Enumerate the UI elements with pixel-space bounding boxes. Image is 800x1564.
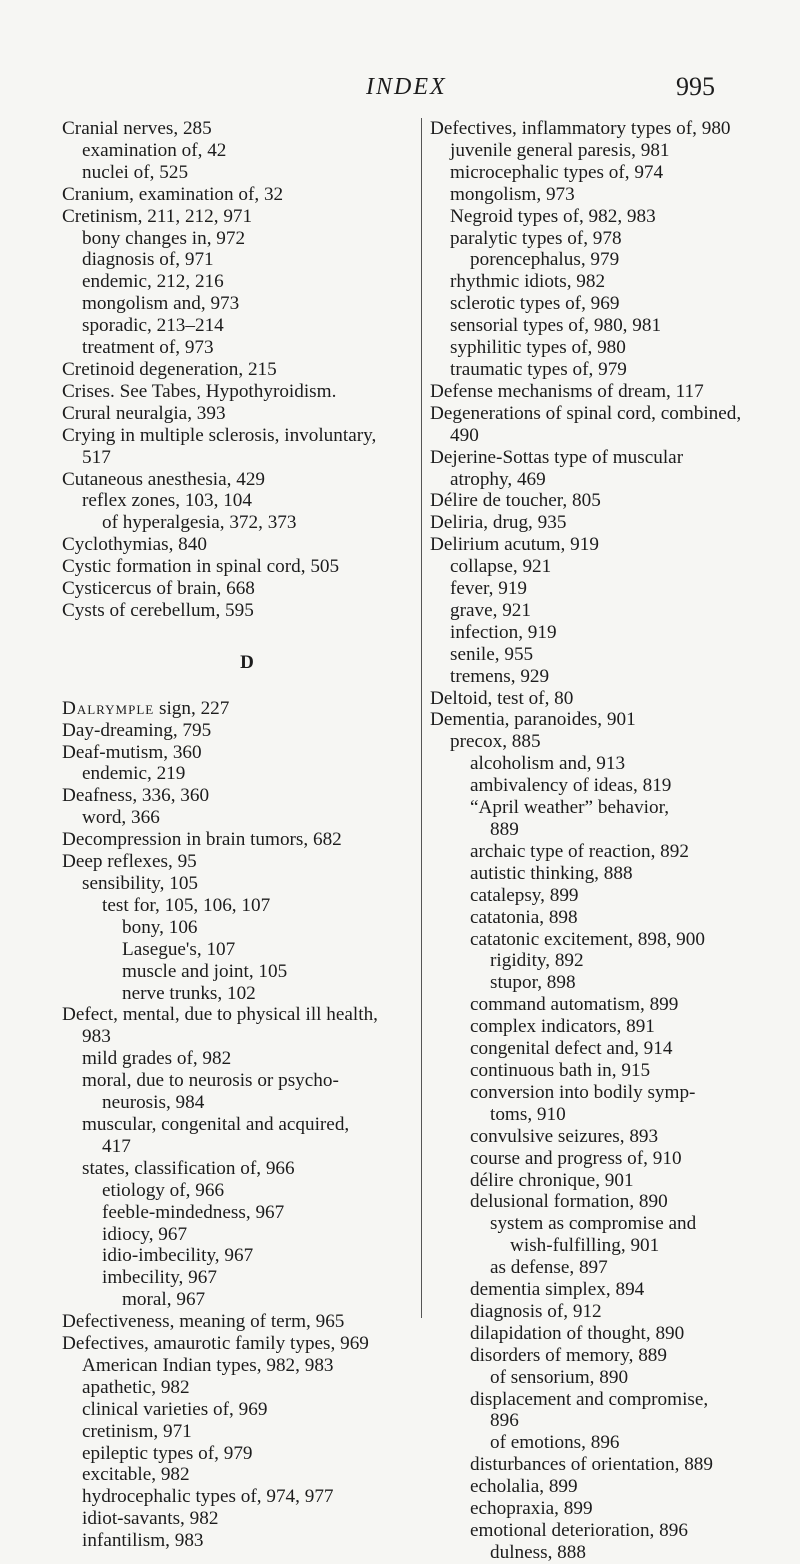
index-entry: idiot-savants, 982: [82, 1508, 219, 1530]
index-entry: wish-fulfilling, 901: [510, 1235, 660, 1257]
index-entry: imbecility, 967: [102, 1267, 217, 1289]
index-entry: traumatic types of, 979: [450, 358, 627, 380]
index-entry: Délire de toucher, 805: [430, 490, 601, 512]
index-entry: clinical varieties of, 969: [82, 1398, 268, 1420]
index-entry: Dejerine-Sottas type of muscular: [430, 446, 684, 468]
index-entry: endemic, 212, 216: [82, 271, 224, 293]
index-entry: examination of, 42: [82, 139, 227, 161]
index-entry: Defectives, inflammatory types of, 980: [430, 118, 731, 139]
index-entry: idio-imbecility, 967: [102, 1245, 254, 1267]
index-entry: Cyclothymias, 840: [62, 534, 207, 556]
index-column-right: [421, 118, 760, 1563]
index-entry: convulsive seizures, 893: [470, 1125, 659, 1147]
index-entry: mongolism and, 973: [82, 293, 240, 315]
index-entry: catatonic excitement, 898, 900: [470, 928, 705, 950]
index-entry: Negroid types of, 982, 983: [450, 205, 656, 227]
index-entry: moral, 967: [122, 1289, 206, 1311]
index-entry: Crying in multiple sclerosis, involuntary,: [62, 424, 377, 446]
index-entry: disorders of memory, 889: [470, 1344, 667, 1366]
index-entry: Cysts of cerebellum, 595: [62, 599, 254, 621]
index-entry: muscle and joint, 105: [122, 960, 288, 982]
index-entry: dilapidation of thought, 890: [470, 1322, 685, 1344]
index-entry: bony changes in, 972: [82, 227, 246, 249]
index-entry: “April weather” behavior,: [470, 797, 670, 819]
index-entry: Deliria, drug, 935: [430, 512, 567, 534]
index-entry: grave, 921: [450, 599, 531, 621]
index-entry: Defectiveness, meaning of term, 965: [62, 1311, 345, 1333]
index-entry: of sensorium, 890: [490, 1366, 629, 1388]
index-entry: rhythmic idiots, 982: [450, 271, 606, 293]
section-letter: D: [240, 651, 254, 673]
index-entry: feeble-mindedness, 967: [102, 1201, 285, 1223]
index-entry: alcoholism and, 913: [470, 753, 626, 775]
index-block-d: [62, 720, 392, 1552]
index-entry: system as compromise and: [490, 1213, 697, 1235]
index-entry: infantilism, 983: [82, 1530, 204, 1552]
index-entry: Cretinoid degeneration, 215: [62, 358, 277, 380]
index-entry: catalepsy, 899: [470, 884, 579, 906]
index-entry: disturbances of orientation, 889: [470, 1454, 713, 1476]
index-entry: 490: [450, 424, 479, 446]
index-entry: as defense, 897: [490, 1257, 608, 1279]
index-entry: délire chronique, 901: [470, 1169, 634, 1191]
index-entry: sensibility, 105: [82, 873, 199, 894]
index-entry: autistic thinking, 888: [470, 862, 633, 884]
index-entry: Decompression in brain tumors, 682: [62, 829, 342, 851]
index-entry: 896: [490, 1410, 519, 1432]
index-entry: congenital defect and, 914: [470, 1038, 673, 1060]
index-entry: 517: [82, 446, 111, 468]
index-entry: mild grades of, 982: [82, 1048, 232, 1070]
index-entry: idiocy, 967: [102, 1223, 188, 1245]
index-entry: senile, 955: [450, 643, 534, 665]
index-entry: mongolism, 973: [450, 183, 575, 205]
index-entry: toms, 910: [490, 1103, 566, 1125]
page-header: [0, 66, 800, 106]
running-title: INDEX: [366, 74, 447, 100]
index-entry: etiology of, 966: [102, 1179, 225, 1201]
index-entry: conversion into bodily symp-: [470, 1081, 696, 1103]
index-entry: Degenerations of spinal cord, combined,: [430, 402, 742, 424]
index-entry: emotional deterioration, 896: [470, 1520, 688, 1541]
index-entry: collapse, 921: [450, 556, 552, 578]
index-entry: sporadic, 213–214: [82, 315, 224, 337]
index-entry: Defect, mental, due to physical ill health,: [62, 1004, 378, 1026]
index-entry: [62, 698, 392, 720]
index-entry: atrophy, 469: [450, 468, 546, 490]
index-entry: Cranial nerves, 285: [62, 118, 212, 139]
index-entry: Cranium, examination of, 32: [62, 183, 284, 205]
index-entry: Deafness, 336, 360: [62, 785, 210, 807]
index-entry: bony, 106: [122, 916, 198, 938]
index-entry: sclerotic types of, 969: [450, 293, 620, 315]
index-entry: word, 366: [82, 807, 160, 829]
index-entry: syphilitic types of, 980: [450, 337, 626, 359]
index-entry: moral, due to neurosis or psycho-: [82, 1070, 339, 1092]
index-entry: nerve trunks, 102: [122, 982, 256, 1004]
index-entry: Cutaneous anesthesia, 429: [62, 468, 266, 490]
index-entry: neurosis, 984: [102, 1092, 205, 1114]
index-entry: porencephalus, 979: [470, 249, 620, 271]
index-entry: echolalia, 899: [470, 1476, 578, 1498]
index-entry: diagnosis of, 912: [470, 1300, 602, 1322]
index-entry: 889: [490, 819, 519, 840]
index-column-left: [62, 118, 392, 1552]
index-entry: complex indicators, 891: [470, 1016, 655, 1038]
index-entry: epileptic types of, 979: [82, 1442, 253, 1464]
index-entry: Delirium acutum, 919: [430, 534, 599, 556]
index-entry: apathetic, 982: [82, 1376, 190, 1398]
index-entry: fever, 919: [450, 578, 528, 600]
index-entry: Defense mechanisms of dream, 117: [430, 380, 704, 402]
index-entry: precox, 885: [450, 731, 541, 753]
index-entry-lead: Dalrymple: [62, 697, 155, 719]
index-entry: rigidity, 892: [490, 950, 584, 972]
index-entry: states, classification of, 966: [82, 1157, 295, 1179]
index-entry: 417: [102, 1135, 131, 1157]
index-entry: Cysticercus of brain, 668: [62, 578, 255, 600]
index-entry: excitable, 982: [82, 1464, 190, 1486]
index-entry: Deltoid, test of, 80: [430, 687, 574, 709]
index-entry-rest: sign, 227: [154, 697, 230, 719]
index-entry: Defectives, amaurotic family types, 969: [62, 1333, 369, 1355]
index-entry: nuclei of, 525: [82, 161, 189, 183]
index-entry: of emotions, 896: [490, 1432, 620, 1454]
index-entry: of hyperalgesia, 372, 373: [102, 512, 297, 534]
index-entry: Day-dreaming, 795: [62, 719, 212, 741]
index-entry: 983: [82, 1026, 111, 1048]
index-entry: paralytic types of, 978: [450, 227, 622, 249]
index-entry: continuous bath in, 915: [470, 1059, 651, 1081]
index-entry: muscular, congenital and acquired,: [82, 1113, 350, 1135]
index-block-c: [62, 118, 392, 622]
index-entry: infection, 919: [450, 621, 557, 643]
index-entry: cretinism, 971: [82, 1420, 192, 1442]
index-entry: Cretinism, 211, 212, 971: [62, 205, 253, 227]
index-entry: juvenile general paresis, 981: [450, 139, 670, 161]
index-entry: dulness, 888: [490, 1541, 586, 1563]
index-entry: echopraxia, 899: [470, 1498, 593, 1520]
index-entry: treatment of, 973: [82, 337, 214, 359]
index-entry: American Indian types, 982, 983: [82, 1354, 334, 1376]
index-entry: reflex zones, 103, 104: [82, 490, 252, 512]
index-entry: sensorial types of, 980, 981: [450, 315, 662, 337]
index-entry: delusional formation, 890: [470, 1191, 668, 1213]
index-entry: Lasegue's, 107: [122, 938, 236, 960]
index-entry: Deep reflexes, 95: [62, 851, 197, 873]
page-number: 995: [676, 72, 715, 101]
index-entry: catatonia, 898: [470, 906, 578, 928]
index-entry: tremens, 929: [450, 665, 550, 687]
index-entry: endemic, 219: [82, 763, 186, 785]
index-block-right: [430, 118, 760, 1564]
index-entry: stupor, 898: [490, 972, 576, 994]
index-entry: dementia simplex, 894: [470, 1279, 645, 1301]
index-entry: Crises. See Tabes, Hypothyroidism.: [62, 380, 337, 402]
index-entry: Crural neuralgia, 393: [62, 402, 226, 424]
index-entry: course and progress of, 910: [470, 1147, 682, 1169]
index-entry: hydrocephalic types of, 974, 977: [82, 1486, 334, 1508]
index-entry: diagnosis of, 971: [82, 249, 214, 271]
index-entry: Cystic formation in spinal cord, 505: [62, 556, 340, 578]
index-entry: displacement and compromise,: [470, 1388, 709, 1410]
index-entry: test for, 105, 106, 107: [102, 894, 271, 916]
index-entry: Deaf-mutism, 360: [62, 741, 202, 763]
index-entry: ambivalency of ideas, 819: [470, 775, 672, 797]
index-entry: Dementia, paranoides, 901: [430, 709, 636, 731]
index-entry: microcephalic types of, 974: [450, 161, 664, 183]
index-entry: archaic type of reaction, 892: [470, 840, 689, 862]
index-entry: command automatism, 899: [470, 994, 679, 1016]
